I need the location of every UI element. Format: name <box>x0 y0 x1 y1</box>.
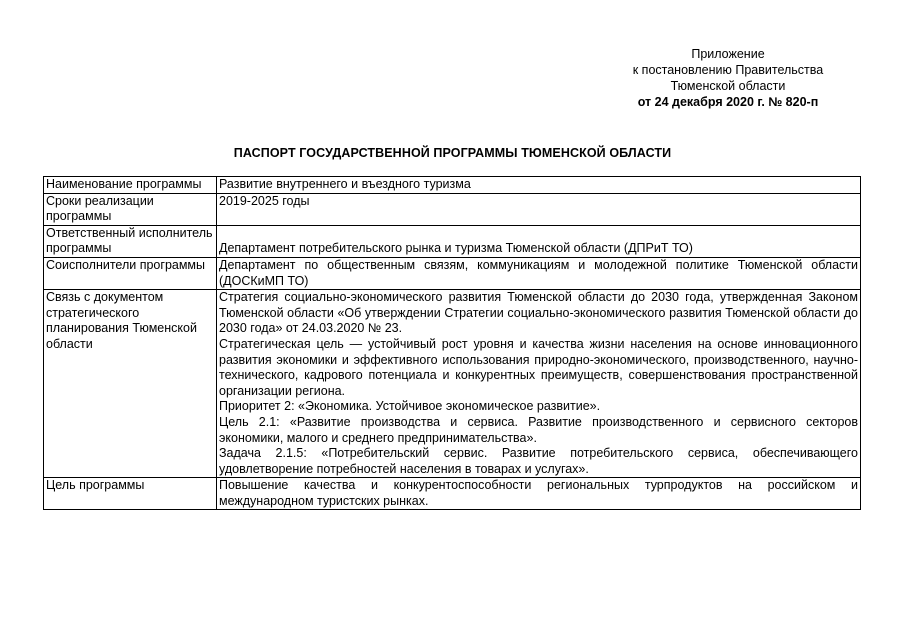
row-value: Развитие внутреннего и въездного туризма <box>217 177 861 194</box>
row-label: Ответственный исполнитель программы <box>44 225 217 257</box>
paragraph: Цель 2.1: «Развитие производства и сервиса. Развитие производственного и сервисного секторов экономики, малого и среднего предпринимательства». <box>219 414 858 445</box>
row-label: Сроки реализации программы <box>44 193 217 225</box>
appendix-line: Приложение <box>691 47 765 61</box>
table-row <box>44 225 861 257</box>
row-value-paragraphs <box>217 290 861 478</box>
row-value: Департамент потребительского рынка и туризма Тюменской области (ДПРиТ ТО) <box>217 225 861 257</box>
paragraph: Стратегическая цель — устойчивый рост уровня и качества жизни населения на основе инновационного развития экономики и эффективного использования природно-экономического, производственного, научно-технического, кадрового потенциала и конкурентных преимуществ, совершенствования пространственной организации региона. <box>219 336 858 398</box>
row-value: Повышение качества и конкурентоспособности региональных турпродуктов на российском и международном туристских рынках. <box>217 478 861 510</box>
row-label: Наименование программы <box>44 177 217 194</box>
appendix-line: к постановлению Правительства <box>632 63 824 77</box>
row-value: Департамент по общественным связям, коммуникациям и молодежной политике Тюменской области (ДОСКиМП ТО) <box>217 257 861 289</box>
appendix-line: Тюменской области <box>670 79 786 93</box>
appendix-block <box>613 46 843 110</box>
paragraph: Приоритет 2: «Экономика. Устойчивое экономическое развитие». <box>219 399 601 414</box>
appendix-date-line: от 24 декабря 2020 г. № 820-п <box>637 95 819 109</box>
paragraph: Задача 2.1.5: «Потребительский сервис. Развитие потребительского сервиса, обеспечивающего удовлетворение потребностей населения в товарах и услугах». <box>219 446 858 476</box>
row-label: Цель программы <box>44 478 217 510</box>
table-row <box>44 478 861 510</box>
row-label: Соисполнители программы <box>44 257 217 289</box>
row-value: 2019-2025 годы <box>217 193 861 225</box>
passport-table <box>43 176 861 510</box>
table-row <box>44 257 861 289</box>
table-row <box>44 290 861 478</box>
table-row <box>44 177 861 194</box>
document-title: ПАСПОРТ ГОСУДАРСТВЕННОЙ ПРОГРАММЫ ТЮМЕНСКОЙ ОБЛАСТИ <box>233 146 672 160</box>
table-row <box>44 193 861 225</box>
row-label: Связь с документом стратегического планирования Тюменской области <box>44 290 217 478</box>
paragraph: Стратегия социально-экономического развития Тюменской области до 2030 года, утвержденная Законом Тюменской области «Об утверждении Стратегии социально-экономического развития Тюменской области до 2030 года» от 24.03.2020 № 23. <box>219 290 858 336</box>
